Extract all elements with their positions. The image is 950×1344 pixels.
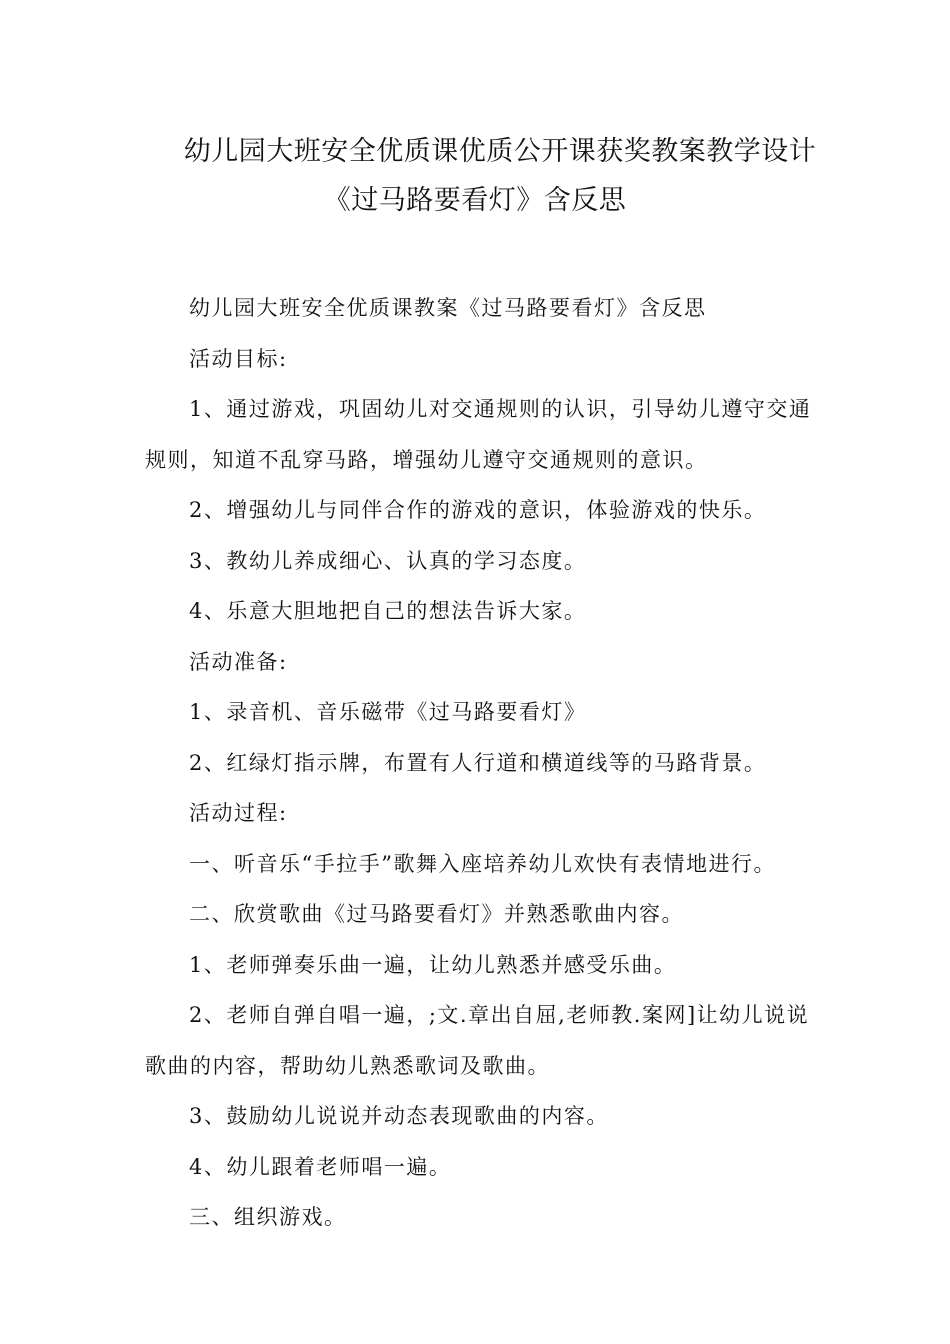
document-title-line-1: 幼儿园大班安全优质课优质公开课获奖教案教学设计	[183, 136, 817, 167]
goal-item-4: 4、乐意大胆地把自己的想法告诉大家。	[189, 599, 587, 623]
goal-item-3: 3、教幼儿养成细心、认真的学习态度。	[189, 548, 587, 573]
heading-activity-preparation: 活动准备:	[189, 649, 288, 674]
document-title-line-2: 《过马路要看灯》含反思	[323, 185, 627, 216]
heading-activity-process: 活动过程:	[189, 801, 288, 825]
process-step-2: 二、欣赏歌曲《过马路要看灯》并熟悉歌曲内容。	[189, 902, 684, 926]
process-substep-3: 3、鼓励幼儿说说并动态表现歌曲的内容。	[189, 1104, 609, 1128]
process-step-3: 三、组织游戏。	[189, 1205, 347, 1229]
preparation-item-1: 1、录音机、音乐磁带《过马路要看灯》	[189, 700, 587, 724]
paragraph-lesson-name: 幼儿园大班安全优质课教案《过马路要看灯》含反思	[189, 296, 707, 320]
document-body	[145, 283, 815, 1243]
process-substep-4: 4、幼儿跟着老师唱一遍。	[189, 1154, 452, 1179]
process-step-1: 一、听音乐“手拉手”歌舞入座培养幼儿欢快有表情地进行。	[189, 851, 776, 876]
process-substep-1: 1、老师弹奏乐曲一遍，让幼儿熟悉并感受乐曲。	[189, 952, 677, 977]
goal-item-2: 2、增强幼儿与同伴合作的游戏的意识，体验游戏的快乐。	[189, 498, 767, 522]
heading-activity-goals: 活动目标:	[189, 346, 288, 371]
preparation-item-2: 2、红绿灯指示牌，布置有人行道和横道线等的马路背景。	[189, 750, 767, 775]
process-substep-2: 2、老师自弹自唱一遍，;文.章出自屈,老师教.案网]让幼儿说说歌曲的内容，帮助幼儿熟悉歌词及歌曲。	[145, 1003, 810, 1078]
goal-item-1: 1、通过游戏，巩固幼儿对交通规则的认识，引导幼儿遵守交通规则，知道不乱穿马路，增强幼儿遵守交通规则的意识。	[145, 397, 812, 472]
